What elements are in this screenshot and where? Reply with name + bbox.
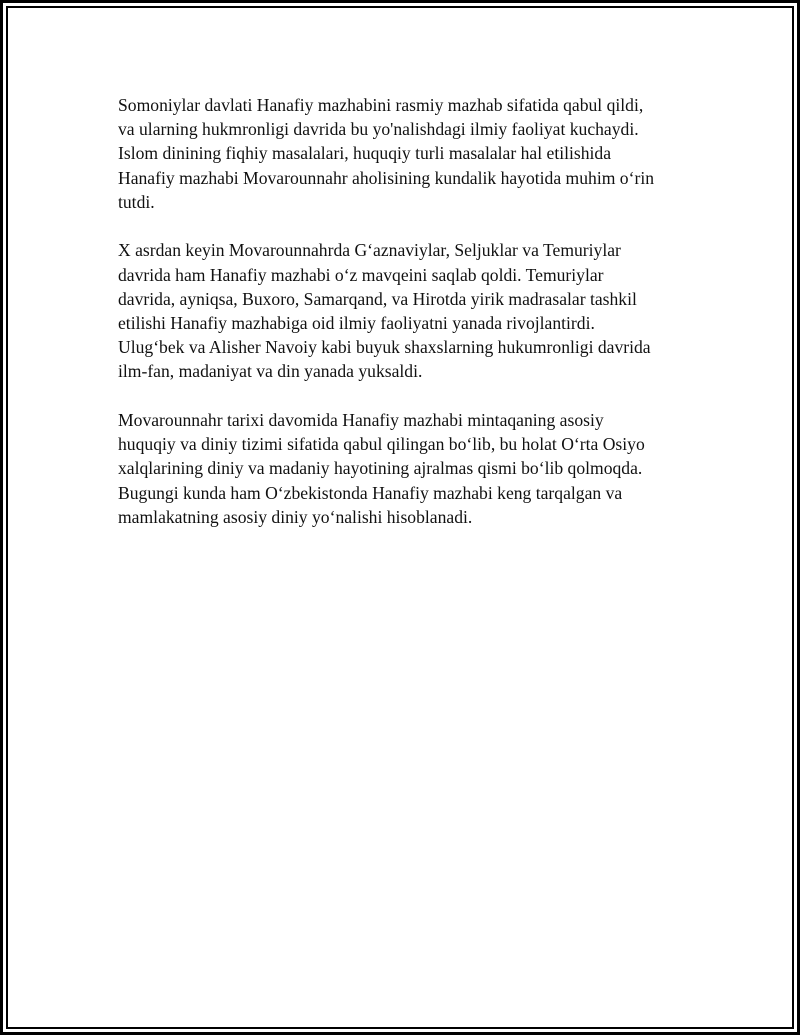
text-line: etilishi Hanafiy mazhabiga oid ilmiy faoliyatni yanada rivojlantirdi. [118, 313, 595, 334]
text-line: huquqiy va diniy tizimi sifatida qabul qilingan bo‘lib, bu holat O‘rta Osiyo [118, 434, 645, 455]
text-line: tutdi. [118, 191, 155, 212]
text-line: Somoniylar davlati Hanafiy mazhabini rasmiy mazhab sifatida qabul qildi, [118, 95, 644, 115]
document-body [118, 93, 698, 553]
text-line: Islom dinining fiqhiy masalalari, huquqiy turli masalalar hal etilishida [118, 143, 612, 164]
text-line: xalqlarining diniy va madaniy hayotining ajralmas qismi bo‘lib qolmoqda. [118, 458, 643, 479]
text-line: davrida ham Hanafiy mazhabi o‘z mavqeini saqlab qoldi. Temuriylar [118, 264, 604, 285]
text-line: va ularning hukmronligi davrida bu yo'nalishdagi ilmiy faoliyat kuchaydi. [118, 119, 639, 140]
text-line: davrida, ayniqsa, Buxoro, Samarqand, va Hirotda yirik madrasalar tashkil [118, 288, 637, 309]
text-line: Bugungi kunda ham O‘zbekistonda Hanafiy mazhabi keng tarqalgan va [118, 482, 623, 503]
text-line: ilm-fan, madaniyat va din yanada yuksaldi. [118, 361, 423, 382]
text-line: mamlakatning asosiy diniy yo‘nalishi hisoblanadi. [118, 506, 473, 527]
text-line: Ulug‘bek va Alisher Navoiy kabi buyuk shaxslarning hukumronligi davrida [118, 337, 651, 358]
text-line: Hanafiy mazhabi Movarounnahr aholisining kundalik hayotida muhim o‘rin [118, 167, 654, 188]
paragraph-2 [118, 238, 698, 383]
text-line: X asrdan keyin Movarounnahrda G‘aznaviylar, Seljuklar va Temuriylar [118, 240, 621, 261]
paragraph-1 [118, 93, 698, 214]
text-line: Movarounnahr tarixi davomida Hanafiy mazhabi mintaqaning asosiy [118, 410, 604, 431]
paragraph-3 [118, 408, 698, 529]
